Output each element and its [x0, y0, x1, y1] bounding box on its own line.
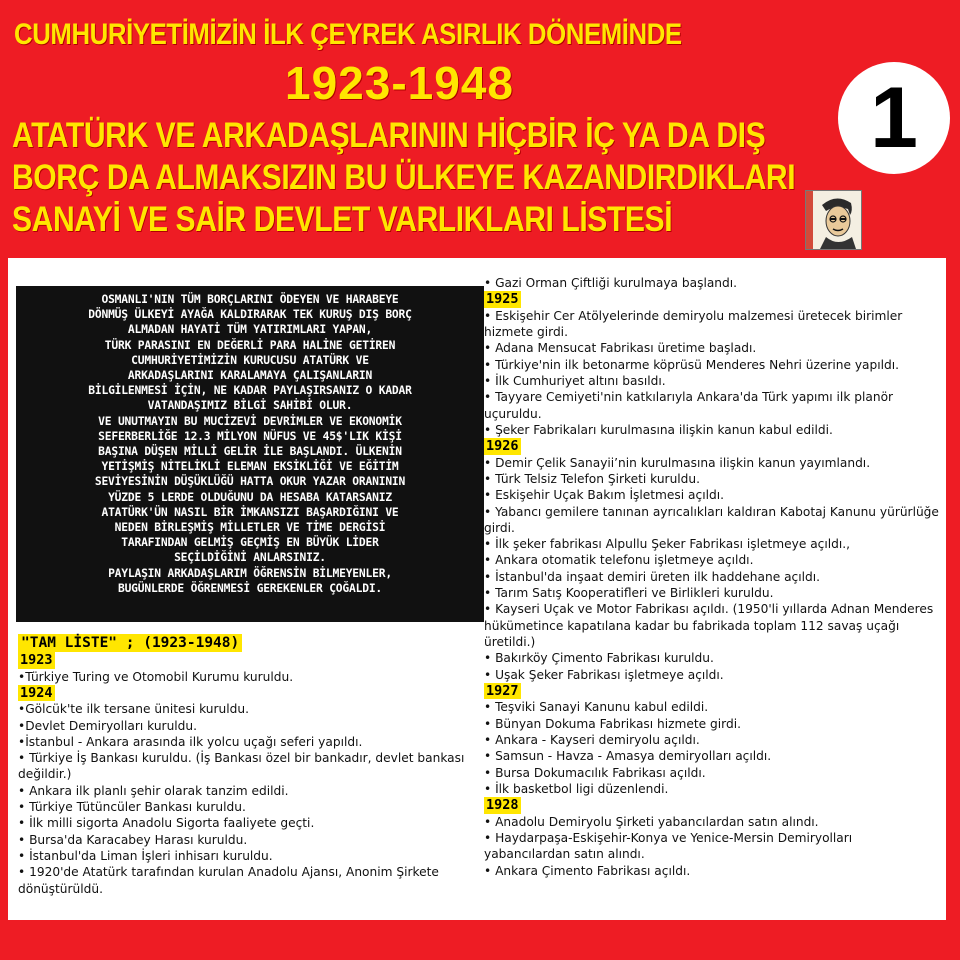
- list-item: • Gazi Orman Çiftliği kurulmaya başlandı.: [484, 276, 738, 290]
- list-column-right: [484, 275, 939, 879]
- full-list-title: "TAM LİSTE" ; (1923-1948): [18, 634, 242, 652]
- intro-line: BUGÜNLERDE ÖĞRENMESİ GEREKENLER ÇOĞALDI.: [117, 581, 383, 595]
- list-item: • İlk şeker fabrikası Alpullu Şeker Fabrikası işletmeye açıldı.,: [484, 537, 851, 552]
- list-item: • Şeker Fabrikaları kurulmasına ilişkin kanun kabul edildi.: [484, 422, 833, 437]
- intro-line: DÖNMÜŞ ÜLKEYİ AYAĞA KALDIRARAK TEK KURUŞ DIŞ BORÇ: [88, 308, 412, 322]
- list-item: • Adana Mensucat Fabrikası üretime başladı.: [484, 341, 757, 356]
- year-heading-row: [18, 685, 488, 702]
- intro-line: YÜZDE 5 LERDE OLDUĞUNU DA HESABA KATARSANIZ: [108, 490, 392, 504]
- intro-line: OSMANLI'NIN TÜM BORÇLARINI ÖDEYEN VE HARABEYE: [101, 293, 399, 306]
- list-item: • Ankara ilk planlı şehir olarak tanzim edildi.: [18, 783, 289, 798]
- caricature-portrait-icon: [805, 190, 862, 250]
- list-item: • Ankara otomatik telefonu işletmeye açıldı.: [484, 553, 754, 568]
- list-item: • Bursa'da Karacabey Harası kuruldu.: [18, 832, 248, 847]
- header-line-1: CUMHURİYETİMİZİN İLK ÇEYREK ASIRLIK DÖNEMİNDE: [14, 18, 682, 51]
- list-item: • Bakırköy Çimento Fabrikası kuruldu.: [484, 651, 714, 666]
- intro-line: BİLGİLENMESİ İÇİN, NE KADAR PAYLAŞIRSANIZ O KADAR: [88, 384, 412, 398]
- intro-line: YETİŞMİŞ NİTELİKLİ ELEMAN EKSİKLİĞİ VE EĞİTİM: [101, 460, 399, 474]
- list-item: • 1920'de Atatürk tarafından kurulan Anadolu Ajansı, Anonim Şirkete dönüştürüldü.: [18, 865, 439, 896]
- intro-line: TÜRK PARASINI EN DEĞERLİ PARA HALİNE GETİREN: [104, 338, 396, 352]
- list-item: • Yabancı gemilere tanınan ayrıcalıkları kaldıran Kabotaj Kanunu yürürlüğe girdi.: [484, 504, 939, 535]
- list-item: • İstanbul'da Liman İşleri inhisarı kuruldu.: [18, 848, 273, 863]
- list-item: • Ankara - Kayseri demiryolu açıldı.: [484, 732, 700, 747]
- intro-line: ATATÜRK'ÜN NASIL BİR İMKANSIZI BAŞARDIĞINI VE: [101, 505, 399, 519]
- intro-line: SEVİYESİNİN DÜŞÜKLÜĞÜ HATTA OKUR YAZAR ORANININ: [94, 475, 406, 489]
- intro-line: CUMHURİYETİMİZİN KURUCUSU ATATÜRK VE: [131, 353, 369, 367]
- intro-line: BAŞINA DÜŞEN MİLLİ GELİR İLE BAŞLANDI. ÜLKENİN: [98, 445, 402, 459]
- list-column-left: [18, 634, 488, 897]
- list-item: • Eskişehir Uçak Bakım İşletmesi açıldı.: [484, 488, 724, 503]
- header-years: 1923-1948: [285, 57, 514, 109]
- list-item: • Eskişehir Cer Atölyelerinde demiryolu malzemesi üretecek birimler hizmete girdi.: [484, 308, 903, 340]
- list-item: • Anadolu Demiryolu Şirketi yabancılardan satın alındı.: [484, 814, 819, 829]
- list-item: • Türkiye Tütüncüler Bankası kuruldu.: [18, 800, 246, 815]
- list-item: • Bünyan Dokuma Fabrikası hizmete girdi.: [484, 716, 741, 731]
- intro-line: SEFERBERLİĞE 12.3 MİLYON NÜFUS VE 45$'LIK KİŞİ: [98, 429, 402, 443]
- intro-line: PAYLAŞIN ARKADAŞLARIM ÖĞRENSİN BİLMEYENLER,: [108, 566, 392, 580]
- list-item: • Tarım Satış Kooperatifleri ve Birlikleri kuruldu.: [484, 586, 774, 601]
- year-heading: 1927: [486, 682, 519, 699]
- list-item: •Devlet Demiryolları kuruldu.: [18, 718, 198, 733]
- list-item: •Gölcük'te ilk tersane ünitesi kuruldu.: [18, 702, 249, 717]
- poster-header: [0, 0, 960, 258]
- year-heading: 1925: [486, 291, 519, 308]
- list-item: • Samsun - Havza - Amasya demiryolları açıldı.: [484, 749, 772, 764]
- list-item: • Demir Çelik Sanayii’nin kurulmasına ilişkin kanun yayımlandı.: [484, 455, 871, 470]
- year-heading-row: [484, 797, 939, 814]
- intro-line: TARAFINDAN GELMİŞ GEÇMİŞ EN BÜYÜK LİDER: [121, 536, 379, 550]
- intro-line: ALMADAN HAYATİ TÜM YATIRIMLARI YAPAN,: [127, 323, 373, 337]
- content-panel: [8, 258, 946, 920]
- list-item: • Türkiye İş Bankası kuruldu. (İş Bankası özel bir bankadır, devlet bankası değildir.): [18, 751, 465, 782]
- list-item: • İlk Cumhuriyet altını basıldı.: [484, 373, 666, 388]
- year-heading-row: [484, 291, 939, 308]
- list-item: • Tayyare Cemiyeti'nin katkılarıyla Ankara'da Türk yapımı ilk planör uçuruldu.: [484, 390, 894, 421]
- intro-line: NEDEN BİRLEŞMİŞ MİLLETLER VE TİME DERGİSİ: [114, 521, 386, 535]
- year-heading-row: [484, 438, 939, 455]
- header-line-5: SANAYİ VE SAİR DEVLET VARLIKLARI LİSTESİ: [12, 200, 673, 239]
- list-item: • İlk basketbol ligi düzenlendi.: [484, 781, 669, 796]
- year-heading: 1928: [486, 797, 519, 814]
- header-line-4: BORÇ DA ALMAKSIZIN BU ÜLKEYE KAZANDIRDIKLARI: [12, 158, 796, 197]
- intro-line: VE UNUTMAYIN BU MUCİZEVİ DEVRİMLER VE EKONOMİK: [98, 414, 402, 428]
- list-item: • Kayseri Uçak ve Motor Fabrikası açıldı. (1950'li yıllarda Adnan Menderes hükümetince kapatılana kadar bu fabrikada toplam 112 savaş uçağı üretildi.): [484, 602, 934, 649]
- year-heading-row: [18, 652, 488, 669]
- list-item: •İstanbul - Ankara arasında ilk yolcu uçağı seferi yapıldı.: [18, 734, 363, 749]
- list-item: • Türk Telsiz Telefon Şirketi kuruldu.: [484, 471, 701, 486]
- list-item: • İstanbul'da inşaat demiri üreten ilk haddehane açıldı.: [484, 569, 821, 584]
- year-heading: 1924: [20, 684, 53, 701]
- intro-line: SEÇİLDİĞİNİ ANLARSINIZ.: [174, 551, 326, 565]
- year-heading: 1923: [20, 652, 53, 668]
- list-item: • İlk milli sigorta Anadolu Sigorta faaliyete geçti.: [18, 816, 315, 831]
- list-item: • Türkiye'nin ilk betonarme köprüsü Menderes Nehri üzerine yapıldı.: [484, 357, 900, 372]
- list-item: • Ankara Çimento Fabrikası açıldı.: [484, 863, 691, 878]
- header-line-3: ATATÜRK VE ARKADAŞLARININ HİÇBİR İÇ YA DA DIŞ: [12, 116, 766, 155]
- list-item: • Haydarpaşa-Eskişehir-Konya ve Yenice-Mersin Demiryolları yabancılardan satın alındı.: [484, 830, 853, 862]
- list-item: •Türkiye Turing ve Otomobil Kurumu kuruldu.: [18, 669, 294, 684]
- list-item: • Teşviki Sanayi Kanunu kabul edildi.: [484, 700, 709, 715]
- intro-message-box: [16, 286, 484, 622]
- intro-line: VATANDAŞIMIZ BİLGİ SAHİBİ OLUR.: [147, 399, 353, 413]
- list-item: • Uşak Şeker Fabrikası işletmeye açıldı.: [484, 667, 724, 682]
- part-number-badge: 1: [838, 62, 950, 174]
- intro-line: ARKADAŞLARINI KARALAMAYA ÇALIŞANLARIN: [127, 369, 373, 383]
- list-item: • Bursa Dokumacılık Fabrikası açıldı.: [484, 765, 706, 780]
- year-heading-row: [484, 683, 939, 700]
- year-heading: 1926: [486, 438, 519, 455]
